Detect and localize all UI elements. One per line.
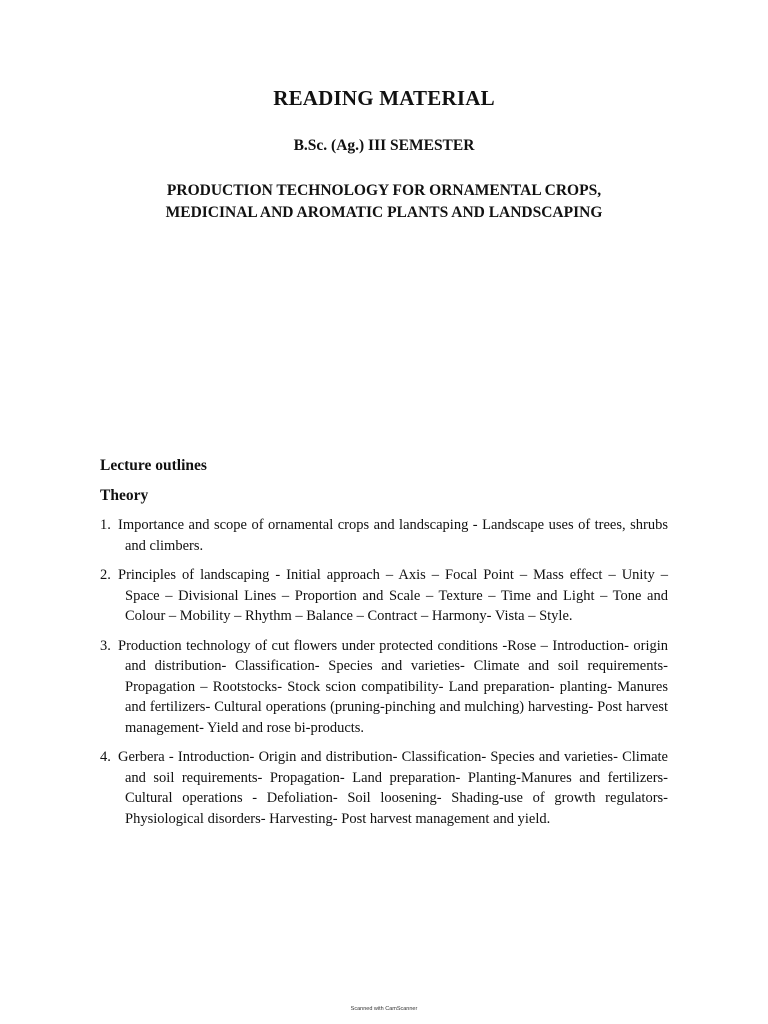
outline-item <box>100 565 668 627</box>
outline-item-number: 1. <box>100 517 111 533</box>
outline-item-text: Principles of landscaping - Initial approach – Axis – Focal Point – Mass effect – Unity – Space – Divisional Lines – Proportion and Scale – Texture – Time and Light – Tone and Colour – Mobility – Rhythm – Balance – Contract – Harmony- Vista – Style. <box>118 567 668 624</box>
document-title: READING MATERIAL <box>273 86 495 110</box>
outline-item-number: 3. <box>100 637 111 654</box>
course-title-line-1: PRODUCTION TECHNOLOGY FOR ORNAMENTAL CROPS, <box>166 182 602 199</box>
outline-item <box>100 636 668 739</box>
outline-item-number: 2. <box>100 567 111 583</box>
theory-outline-list <box>100 515 668 838</box>
course-title-line-2: MEDICINAL AND AROMATIC PLANTS AND LANDSCAPING <box>165 204 603 221</box>
outline-item-text: Gerbera - Introduction- Origin and distribution- Classification- Species and varieties- Climate and soil requirements- Propagation- Land preparation- Planting-Manures and fertilizers- Cultural operations - Defoliation- Soil loosening- Shading-use of growth regulators- Physiological disorders- Harvesting- Post harvest management and yield. <box>118 749 668 827</box>
outline-item <box>100 515 668 556</box>
lecture-outlines-heading: Lecture outlines <box>100 457 207 474</box>
outline-item-text: Importance and scope of ornamental crops and landscaping - Landscape uses of trees, shrubs and climbers. <box>118 517 668 554</box>
theory-heading: Theory <box>100 487 149 504</box>
outline-item <box>100 747 668 829</box>
outline-item-number: 4. <box>100 749 111 765</box>
outline-item-text: Production technology of cut flowers under protected conditions -Rose – Introduction- origin and distribution- Classification- Species and varieties- Climate and soil requirements- Propagation – Rootstocks- Stock scion compatibility- Land preparation- planting- Manures and fertilizers- Cultural operations (pruning-pinching and mulching) harvesting- Post harvest management- Yield and rose bi-products. <box>118 637 668 736</box>
semester-heading: B.Sc. (Ag.) III SEMESTER <box>293 137 475 154</box>
scanner-footer-note: Scanned with CamScanner <box>350 1006 418 1012</box>
course-title <box>100 180 668 224</box>
